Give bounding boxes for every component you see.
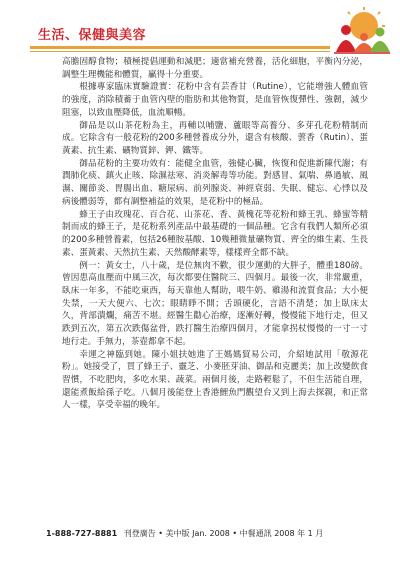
article-paragraph: 御品是以山茶花粉為主，再輔以哺鹽、蘆眼等高養分、多芽孔花粉精制而成。它除含有一般花粉的200多種營養成分外，還含有核酸、蕓香（Rutin）、蛋黃素、抗生素、礦物質鋅、鉀、鐵等。 [62, 120, 368, 157]
article-paragraph: 高膽固醇食物；積極提倡運動和減肥；適當補充營養，活化細胞，平衡內分泌，調整生理機能和體質，贏得十分重要。 [62, 57, 368, 80]
header-rule [30, 46, 330, 49]
footer-phone: 1-888-727-8881 [46, 529, 118, 538]
article-paragraph: 例一：黃女士，八十歲，是位無肉不歡，很少運動的大胖子，體重180磅。曾因患高血壓而中風三次，每次都要住醫院三、四個月。最後一次，非常嚴重，臥床一年多，不能吃東西，每天靠他人幫助，喂牛奶、雞湯和流質食品；大小便失禁，一天大便六、七次；眼睛睜不開；舌頭硬化，言語不清楚；加上臥床太久，背部潰爛，痛苦不堪。經醫生勸心治療，逐漸好轉，慢慢能下地行走，但又跌到五次，第五次跌傷盆骨，跌打醫生治療四個月，才能拿拐杖慢慢的一寸一寸地行走。手無力，茶壺都拿不起。 [62, 260, 368, 347]
sun-with-people-logo-icon [330, 6, 392, 56]
article-paragraph: 蜂王子由玫瑰花、百合花、山茶花、香、黃槐花等花粉和蜂王乳、蜂蜜等精制而成的蜂王子，是花粉系列產品中最基礎的一個品種。它含有我們人類所必須的200多種營養素，包括26種胺基酸、10幾種微量礦物質、齊全的維生素、生長素、蛋黃素、天然抗生素、天然酸酵素等，樣樣齊全都不缺。 [62, 209, 368, 258]
article-paragraph: 幸運之神臨到她。陳小姐扶她進了王媽媽貿易公司，介紹她試用「敬源花粉」。她接受了，買了蜂王子、靈芝、小麥胚芽油、御品和克麗美；加上改變飲食習慣，不吃肥肉，多吃水果、蔬菜。兩個月後，走路輕鬆了，不但生活能自理，還能煮飯給孫子吃。八個月後能登上香港鯉魚門觀望台又到上海去探親，和正常人一樣，享受幸福的晚年。 [62, 349, 368, 411]
logo-head-left [341, 25, 351, 35]
header-rule-thin [30, 51, 330, 52]
logo-head-right [376, 28, 385, 37]
footer-publication: 刊登廣告 • 美中版 Jan. 2008 • 中餐通訊 2008 年 1 月 [123, 529, 324, 538]
page-footer [46, 528, 323, 539]
article-paragraph: 御品花粉的主要功效有：能健全血管，強健心臟，恢復和促進新陳代謝；有潤肺化痰、鎮火止咳、除濕祛寒、消炎解毒等功能。對感冒、氣喘、鼻過敏、風濕、關節炎、胃腸出血、糖尿病、前列腺炎、神經衰弱、失眠、健忘、心悸以及病後體弱等，都有調整補益的效果，是花粉中的極品。 [62, 158, 368, 207]
logo-head-middle [360, 33, 368, 41]
logo-figure-left [336, 40, 356, 52]
article-paragraph: 根據專家臨床實驗證實：花粉中含有芸香甘（Rutine），它能增強人體血管的強度，消除積蓄于血管內壁的脂肪和其他物質，是血管恢復彈性、強韌，減少阻塞，以致血壓降低，血流順暢。 [62, 82, 368, 118]
page-header [0, 0, 400, 58]
section-title: 生活、保健與美容 [38, 28, 147, 43]
logo-figure-right [370, 41, 390, 52]
article-body [62, 56, 368, 524]
